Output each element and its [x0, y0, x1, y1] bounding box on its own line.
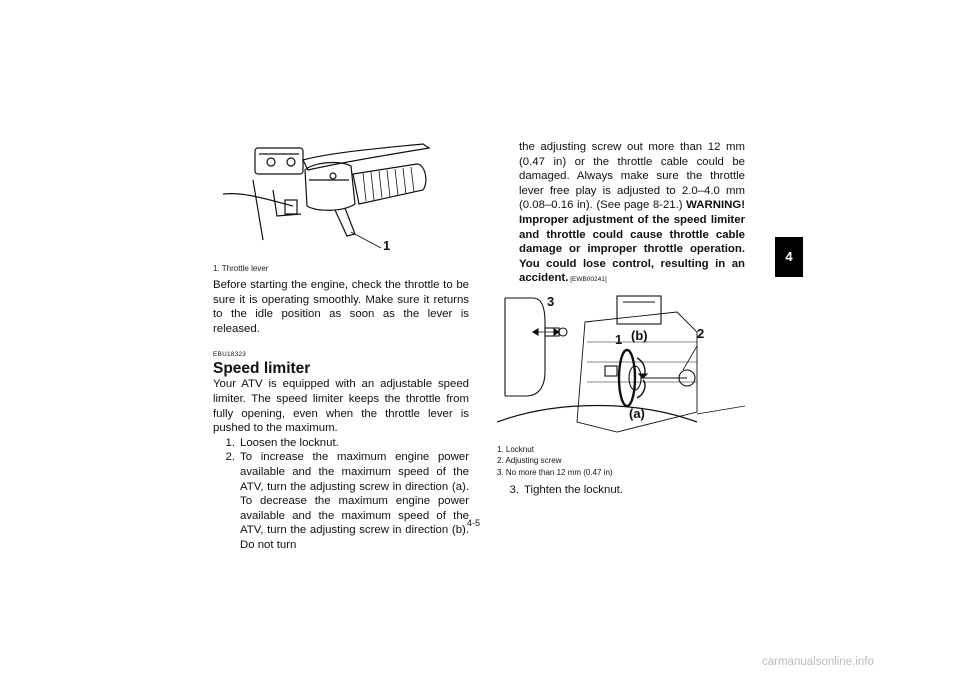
watermark: carmanualsonline.info: [762, 656, 874, 668]
warning-reference: [EWB00241]: [568, 276, 607, 284]
continued-text: the adjusting screw out more than 12 mm (0.47 in) or the throttle cable could be damaged. Always make sure the throttle lever free play is adjusted to 2.0–4.0 mm (0.08–0.16 in). (See page 8-21.): [519, 141, 745, 212]
figure1-callout-1: 1: [383, 238, 391, 253]
right-column: [497, 140, 745, 498]
step-3: [497, 483, 745, 498]
throttle-drawing: [213, 140, 469, 262]
step-2: [213, 450, 469, 552]
figure2-label-2: 2: [697, 325, 705, 341]
step-text: Tighten the locknut.: [524, 484, 623, 497]
section-heading: Speed limiter: [213, 360, 311, 378]
figure2-captions: [497, 444, 745, 479]
page-number: 4-5: [467, 518, 481, 528]
caption-adjusting-screw: 2. Adjusting screw: [497, 456, 562, 466]
step-1: [213, 436, 469, 451]
caption-limit: 3. No more than 12 mm (0.47 in): [497, 467, 613, 477]
throttle-lever-illustration: [213, 140, 469, 262]
step-number: 3.: [509, 484, 519, 497]
speed-limiter-paragraph: Your ATV is equipped with an adjustable speed limiter. The speed limiter keeps the throttle from fully opening, even when the throttle lever is pushed to the maximum.: [213, 378, 469, 435]
step-number: 2.: [225, 451, 235, 464]
intro-paragraph: Before starting the engine, check the throttle to be sure it is operating smoothly. Make sure it returns to the idle position as soon as the lever is released.: [213, 279, 469, 335]
caption-locknut: 1. Locknut: [497, 444, 534, 454]
step-text: Loosen the locknut.: [240, 436, 339, 449]
speed-limiter-drawing: [497, 292, 745, 438]
figure1-caption: 1. Throttle lever: [213, 264, 269, 273]
speed-limiter-illustration: [497, 292, 745, 438]
figure2-label-3: 3: [547, 293, 555, 309]
figure2-label-a: (a): [629, 405, 645, 421]
step-number: 1.: [225, 436, 235, 449]
left-column: [213, 140, 469, 553]
warning-text: WARNING! Improper adjustment of the speed limiter and throttle could cause throttle cable damage or improper throttle operation. You could lose control, resulting in an accident.: [519, 199, 745, 285]
step-text: To increase the maximum engine power available and the maximum speed of the ATV, turn the adjusting screw in direction (a). To decrease the maximum engine power available and the maximum speed of the ATV, turn the adjusting screw in direction (b). Do not turn: [240, 451, 469, 551]
continued-paragraph: [497, 140, 745, 288]
section-code: EBU18323: [213, 351, 247, 359]
figure2-label-1: 1: [615, 331, 623, 347]
chapter-tab: 4: [775, 237, 803, 277]
figure2-label-b: (b): [631, 327, 648, 343]
